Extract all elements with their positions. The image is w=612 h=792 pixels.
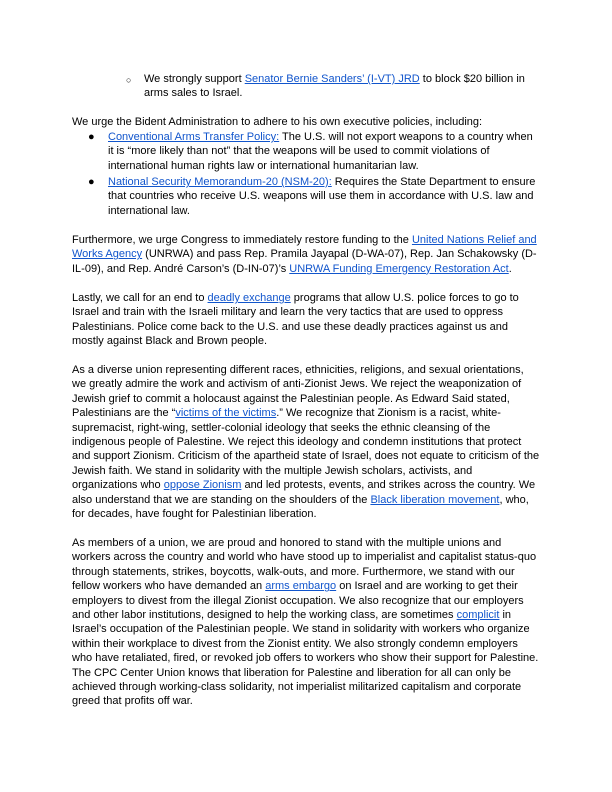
paragraph-text: Furthermore, we urge Congress to immediately restore funding to the [72, 234, 412, 246]
paragraph-text: As a diverse union representing different races, ethnicities, religions, and sexual orientations, we greatly admire the work and activism of anti-Zionist Jews. We reject the weaponization of Jewish grief to commit a holocaust against the Palestinian people. As Edward Said stated, Palestinians are the “ [72, 364, 524, 420]
exchange-paragraph [72, 291, 540, 349]
policy-item [108, 130, 538, 173]
policies-intro: We urge the Bident Administration to adhere to his own executive policies, including: [72, 116, 483, 128]
paragraph-text: , who, for decades, have fought for Palestinian liberation. [72, 493, 529, 521]
filled-circle-bullet-icon: ● [88, 176, 95, 188]
policy-link[interactable]: National Security Memorandum-20 (NSM-20): [108, 176, 332, 188]
paragraph-text: programs that allow U.S. police forces to go to Israel and train with the Israeli military and learn the very tactics that are used to oppress Palestinians. Police come back to the U.S. and use these deadly practices against us and mostly against Black and Brown people. [72, 292, 519, 348]
black-liberation-link[interactable]: Black liberation movement [370, 493, 500, 506]
union-paragraph [72, 363, 540, 521]
paragraph-text: .” We recognize that Zionism is a racist, white-supremacist, right-wing, settler-colonial ideology that seeks the ethnic cleansing of the indigenous people of Palestine. We reject this ideology and condemn institutions that protect and support Zionism. Criticism of the apartheid state of Israel, does not equate to criticism of the Jewish faith. We stand in solidarity with the multiple Jewish scholars, activists, and organizations who [72, 407, 540, 492]
paragraph-text: . [508, 262, 512, 275]
policy-text: Requires the State Department to ensure that countries who receive U.S. weapons will use them in accordance with U.S. law and international law. [108, 176, 536, 217]
sub-item-text: We strongly support [144, 73, 245, 85]
sub-list-item [144, 72, 540, 101]
paragraph-text: Lastly, we call for an end to [72, 292, 208, 304]
filled-circle-bullet-icon: ● [88, 131, 95, 143]
unrwa-link[interactable]: United Nations Relief and Works Agency [72, 234, 537, 261]
arms-embargo-link[interactable]: arms embargo [265, 580, 337, 593]
jrd-link[interactable]: Senator Bernie Sanders’ (I-VT) JRD [244, 73, 420, 85]
victims-link[interactable]: victims of the victims [175, 407, 277, 420]
deadly-exchange-link[interactable]: deadly exchange [207, 292, 291, 304]
paragraph-text: As members of a union, we are proud and honored to stand with the multiple unions and workers across the country and world who have stood up to imperialist and capitalist status-quo through statements, strikes, boycotts, walk-outs, and more. Furthermore, we stand with our fellow workers who have demanded an [72, 537, 537, 593]
policy-item [108, 175, 538, 218]
paragraph-text: (UNRWA) and pass Rep. Pramila Jayapal (D-WA-07), Rep. Jan Schakowsky (D-IL-09), and Rep. André Carson’s (D-IN-07)’s [72, 248, 537, 275]
complicit-link[interactable]: complicit [456, 609, 500, 622]
paragraph-text: in Israel’s occupation of the Palestinian people. We stand in solidarity with workers who organize within their workplace to divest from the Zionist entity. We also strongly condemn employers who have retaliated, fired, or revoked job offers to workers who show their support for Palestine. The CPC Center Union knows that liberation for Palestine and liberation for all can only be achieved through working-class solidarity, not imperialist militarized capitalism and corporate greed that profits off war. [72, 609, 539, 708]
policy-text: The U.S. will not export weapons to a country when it is “more likely than not” that the weapons will be used to commit violations of international human rights law or international humanitarian law. [108, 131, 533, 172]
congress-paragraph [72, 233, 540, 276]
oppose-zionism-link[interactable]: oppose Zionism [163, 479, 242, 492]
policy-link[interactable]: Conventional Arms Transfer Policy: [108, 131, 280, 143]
members-paragraph [72, 536, 540, 709]
sub-item-text-end: to block $20 billion in arms sales to Israel. [144, 73, 525, 100]
paragraph-text: and led protests, events, and strikes across the country. We also understand that we are standing on the shoulders of the [72, 479, 536, 506]
paragraph-text: on Israel and are working to get their employers to divest from the illegal Zionist occupation. We also recognize that our employers and other labor institutions, designed to help the working class, are sometimes [72, 580, 524, 622]
unrwa-act-link[interactable]: UNRWA Funding Emergency Restoration Act [289, 262, 509, 275]
hollow-circle-bullet-icon: ○ [126, 75, 132, 85]
